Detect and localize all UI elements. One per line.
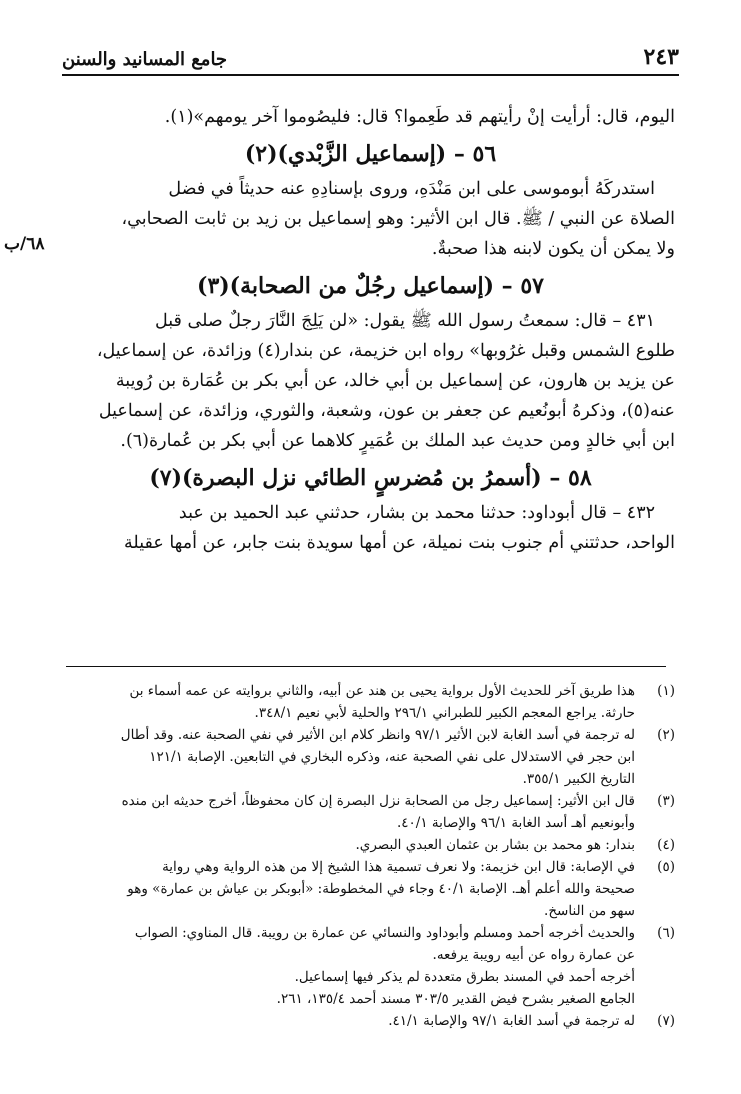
footnote-line: والحديث أخرجه أحمد ومسلم وأبوداود والنسائي عن عمارة بن رويبة. قال المناوي: الصواب	[134, 925, 635, 941]
footnote-number: (٥)	[657, 859, 675, 875]
text-line: ولا يمكن أن يكون لابنه هذا صحبةٌ.	[431, 239, 675, 259]
footnote-line: وأبونعيم أهـ أسد الغابة ٩٦/١ والإصابة ٤٠/١.	[396, 815, 635, 831]
text-line: اليوم، قال: أرأيت إنْ رأيتهم قد طَعِموا؟ قال: فليصُوموا آخر يومهم»(١).	[164, 107, 675, 127]
section-heading-57: ٥٧ – (إسماعيل رجُلٌ من الصحابة)(٣)	[197, 273, 544, 299]
footnote	[66, 680, 675, 724]
main-text	[66, 102, 675, 558]
text-line: ٤٣١ – قال: سمعتُ رسول الله ﷺ يقول: «لن يَلِجَ النَّارَ رجلٌ صلى قبل	[155, 311, 655, 331]
page-header	[62, 38, 679, 76]
footnote-number: (٢)	[657, 727, 675, 743]
footnote-line: صحيحة والله أعلم أهـ. الإصابة ٤٠/١ وجاء في المخطوطة: «أبوبكر بن عياش بن عمارة» وهو	[127, 881, 635, 897]
footnote-line: ابن حجر في الاستدلال على نفي الصحبة عنه، وذكره البخاري في التابعين. الإصابة ١٢١/١	[149, 749, 635, 765]
section-heading-56: ٥٦ – (إسماعيل الزَّبْدي)(٢)	[244, 141, 497, 167]
footnote-number: (١)	[657, 683, 675, 699]
footnote	[66, 856, 675, 922]
footnote-line: التاريخ الكبير ٣٥٥/١.	[522, 771, 635, 787]
text-line: الصلاة عن النبي / ﷺ. قال ابن الأثير: وهو إسماعيل بن زيد بن ثابت الصحابي،	[121, 209, 675, 229]
footnote-divider	[66, 666, 666, 667]
footnote-line: الجامع الصغير بشرح فيض القدير ٣٠٣/٥ مسند أحمد ١٣٥/٤، ٢٦١.	[276, 991, 635, 1007]
text-line: استدركَهُ أبوموسى على ابن مَنْدَهِ، وروى بإسنادِهِ عنه حديثاً في فضل	[168, 179, 655, 199]
text-line: الواحد، حدثتني أم جنوب بنت نميلة، عن أمها سويدة بنت جابر، عن أمها عقيلة	[124, 533, 675, 553]
footnote	[66, 834, 675, 856]
footnote-line: له ترجمة في أسد الغابة ٩٧/١ والإصابة ٤١/١.	[388, 1013, 635, 1029]
footnote-line: له ترجمة في أسد الغابة لابن الأثير ٩٧/١ وانظر كلام ابن الأثير في نفي الصحبة عنه. وقد أطال	[120, 727, 635, 743]
text-line: ابن أبي خالدٍ ومن حديث عبد الملك بن عُمَيرٍ كلاهما عن أبي بكر بن عُمارة(٦).	[120, 431, 675, 451]
text-line: طلوع الشمس وقبل غرُوبها» رواه ابن خزيمة، عن بندار(٤) وزائدة، عن إسماعيل،	[96, 341, 675, 361]
footnote-line: حارثة. يراجع المعجم الكبير للطبراني ٢٩٦/١ والحلية لأبي نعيم ٣٤٨/١.	[254, 705, 635, 721]
footnote-line: بندار: هو محمد بن بشار بن عثمان العبدي البصري.	[355, 837, 635, 853]
section-heading-58: ٥٨ – (أسمرُ بن مُضرسٍ الطائي نزل البصرة)(٧)	[149, 465, 592, 491]
text-line: عن يزيد بن هارون، عن إسماعيل بن أبي خالد، عن أبي بكر بن عُمَارة بن رُويبة	[115, 371, 675, 391]
footnote-line: هذا طريق آخر للحديث الأول برواية يحيى بن هند عن أبيه، والثاني بروايته عن عمه أسماء بن	[129, 683, 635, 699]
footnote-number: (٣)	[657, 793, 675, 809]
footnote	[66, 724, 675, 790]
page-number: ٢٤٣	[643, 44, 679, 70]
footnote	[66, 790, 675, 834]
footnote	[66, 1010, 675, 1032]
footnote-line: عن عمارة رواه عن أبيه رويبة يرفعه.	[432, 947, 635, 963]
text-line: ٤٣٢ – قال أبوداود: حدثنا محمد بن بشار، حدثني عبد الحميد بن عبد	[178, 503, 655, 523]
footnote-line: سهو من الناسخ.	[544, 903, 635, 919]
text-line: عنه(٥)، وذكرهُ أبونُعيم عن جعفر بن عون، وشعبة، والثوري، وزائدة، عن إسماعيل	[98, 401, 675, 421]
footnote-number: (٧)	[657, 1013, 675, 1029]
footnote-number: (٤)	[657, 837, 675, 853]
footnote-line: قال ابن الأثير: إسماعيل رجل من الصحابة نزل البصرة إن كان محفوظاً، أخرج حديثه ابن منده	[121, 793, 635, 809]
footnote	[66, 922, 675, 1010]
margin-folio-note: ٦٨/ب	[4, 234, 45, 254]
footnote-line: أخرجه أحمد في المسند بطرق متعددة لم يذكر فيها إسماعيل.	[294, 969, 635, 985]
book-title: جامع المسانيد والسنن	[62, 49, 228, 70]
footnotes	[66, 680, 675, 1032]
footnote-number: (٦)	[657, 925, 675, 941]
footnote-line: في الإصابة: قال ابن خزيمة: ولا نعرف تسمية هذا الشيخ إلا من هذه الرواية وهي رواية	[162, 859, 635, 875]
